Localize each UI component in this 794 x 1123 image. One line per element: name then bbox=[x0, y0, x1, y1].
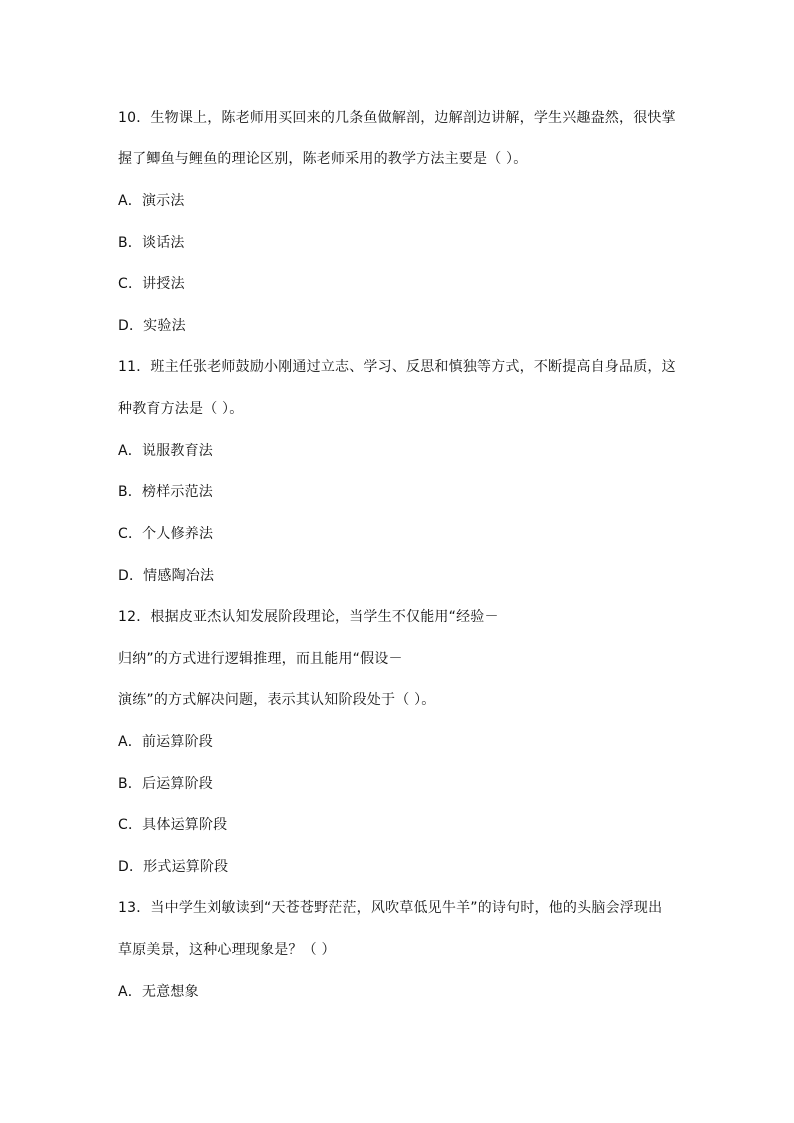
question-10-stem-line-2: 握了鲫鱼与鲤鱼的理论区别，陈老师采用的教学方法主要是（ ）。 bbox=[118, 151, 528, 167]
question-10-option-b: B．谈话法 bbox=[118, 235, 185, 251]
question-12-stem-line-2: 归纳”的方式进行逻辑推理，而且能用“假设－ bbox=[118, 651, 403, 667]
question-11-option-a: A．说服教育法 bbox=[118, 443, 213, 459]
question-13-stem-line-1: 13．当中学生刘敏读到“天苍苍野茫茫，风吹草低见牛羊”的诗句时，他的头脑会浮现出 bbox=[118, 900, 663, 916]
question-12-option-a: A．前运算阶段 bbox=[118, 734, 213, 750]
question-11-option-b: B．榜样示范法 bbox=[118, 484, 214, 500]
question-12-stem-line-1: 12．根据皮亚杰认知发展阶段理论，当学生不仅能用“经验－ bbox=[118, 609, 499, 625]
question-11-stem-line-1: 11．班主任张老师鼓励小刚通过立志、学习、反思和慎独等方式，不断提高自身品质，这 bbox=[118, 359, 676, 375]
question-12-option-b: B．后运算阶段 bbox=[118, 776, 214, 792]
question-11-stem-line-2: 种教育方法是（ ）。 bbox=[118, 401, 244, 417]
question-11-option-c: C．个人修养法 bbox=[118, 526, 214, 542]
question-10-stem-line-1: 10．生物课上，陈老师用买回来的几条鱼做解剖，边解剖边讲解，学生兴趣盎然，很快掌 bbox=[118, 110, 676, 126]
question-12-stem-line-3: 演练”的方式解决问题，表示其认知阶段处于（ ）。 bbox=[118, 692, 436, 708]
question-13-option-a: A．无意想象 bbox=[118, 984, 199, 1000]
question-10-option-c: C．讲授法 bbox=[118, 276, 185, 292]
question-10-option-d: D．实验法 bbox=[118, 318, 186, 334]
question-10-option-a: A．演示法 bbox=[118, 193, 185, 209]
question-12-option-d: D．形式运算阶段 bbox=[118, 859, 229, 875]
question-11-option-d: D．情感陶冶法 bbox=[118, 568, 215, 584]
question-13-stem-line-2: 草原美景，这种心理现象是？（ ） bbox=[118, 942, 336, 958]
question-12-option-c: C．具体运算阶段 bbox=[118, 817, 228, 833]
